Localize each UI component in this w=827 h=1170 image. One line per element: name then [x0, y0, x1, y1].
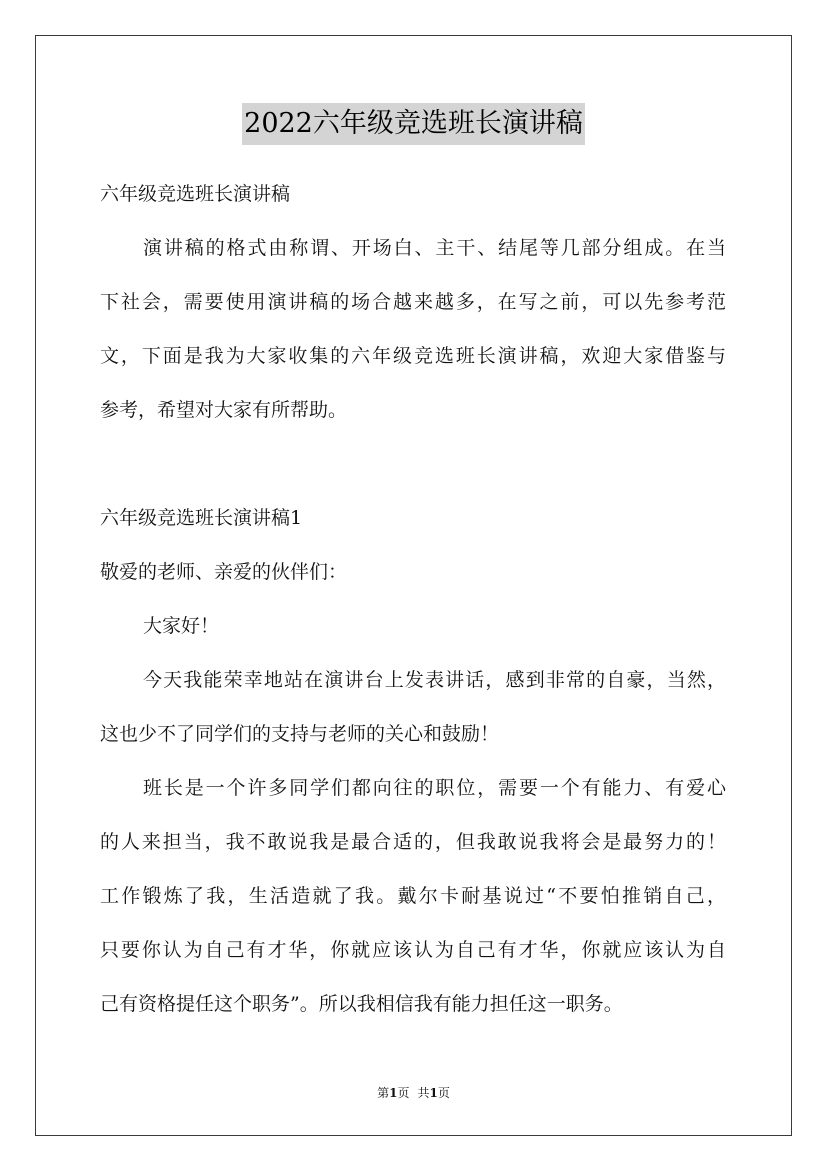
paragraph-line: 的人来担当，我不敢说我是最合适的，但我敢说我将会是最努力的！	[100, 831, 726, 853]
section-heading-speech-1: 六年级竞选班长演讲稿1	[100, 507, 303, 529]
footer-page-number: 1	[389, 1086, 398, 1100]
paragraph-line: 参考，希望对大家有所帮助。	[100, 399, 348, 421]
paragraph-line: 只要你认为自己有才华，你就应该认为自己有才华，你就应该认为自	[100, 939, 726, 961]
title-container	[0, 103, 827, 145]
salutation-line: 敬爱的老师、亲爱的伙伴们：	[100, 561, 348, 583]
document-title: 2022六年级竞选班长演讲稿	[242, 103, 585, 145]
paragraph-line: 今天我能荣幸地站在演讲台上发表讲话，感到非常的自豪，当然，	[143, 669, 726, 691]
paragraph-line: 这也少不了同学们的支持与老师的关心和鼓励！	[100, 723, 500, 745]
paragraph-line: 己有资格提任这个职务”。所以我相信我有能力担任这一职务。	[100, 993, 623, 1015]
footer-total-prefix: 共	[417, 1086, 430, 1100]
paragraph-line: 演讲稿的格式由称谓、开场白、主干、结尾等几部分组成。在当	[143, 237, 726, 259]
paragraph-line: 文，下面是我为大家收集的六年级竞选班长演讲稿，欢迎大家借鉴与	[100, 345, 726, 367]
paragraph-line: 下社会，需要使用演讲稿的场合越来越多，在写之前，可以先参考范	[100, 291, 726, 313]
greeting-line: 大家好！	[143, 615, 220, 637]
footer-total-suffix: 页	[437, 1086, 450, 1100]
section-heading-intro: 六年级竞选班长演讲稿	[100, 183, 291, 205]
footer-total-number: 1	[429, 1086, 438, 1100]
paragraph-line: 班长是一个许多同学们都向往的职位，需要一个有能力、有爱心	[143, 777, 726, 799]
footer-page-prefix: 第	[377, 1086, 390, 1100]
footer-page-suffix: 页	[397, 1086, 410, 1100]
page-footer	[0, 1084, 827, 1102]
paragraph-line: 工作锻炼了我，生活造就了我。戴尔卡耐基说过“不要怕推销自己，	[100, 885, 726, 907]
